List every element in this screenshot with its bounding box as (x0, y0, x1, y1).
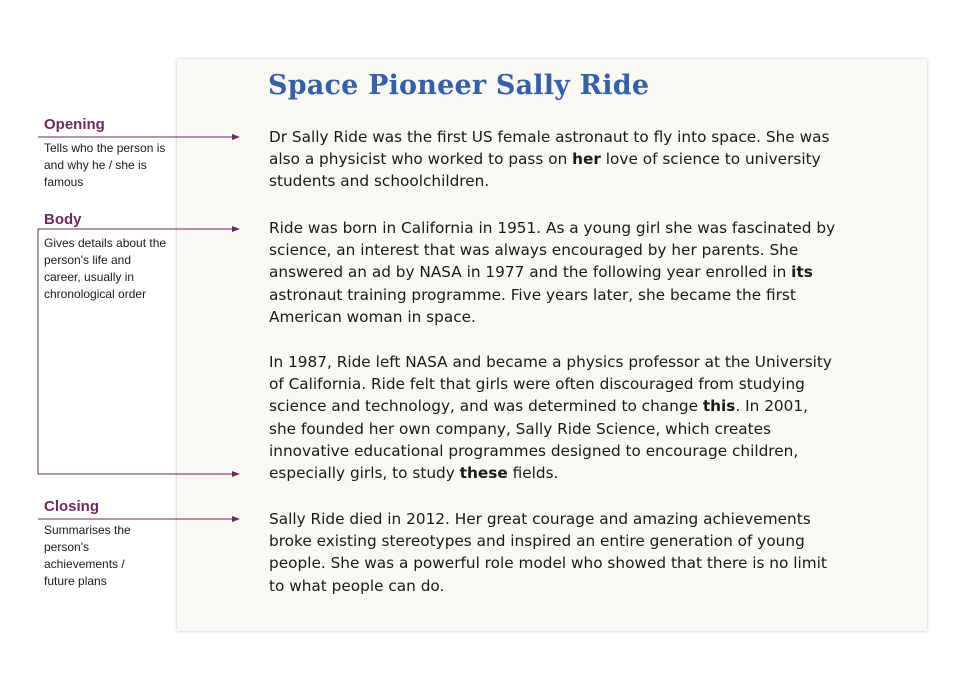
closing-connector (38, 516, 240, 522)
emphasised-reference-word: these (459, 464, 508, 483)
body-annotation-heading: Body (44, 211, 82, 228)
paragraph-text: Dr Sally Ride was the first US female astronaut to fly into space. She was also a physicist who worked to pass on (269, 128, 830, 169)
closing-annotation-heading: Closing (44, 498, 99, 515)
closing-annotation-description: Summarises the person's achievements / future plans (44, 523, 131, 588)
opening-annotation-heading: Opening (44, 116, 105, 133)
body-annotation-description: Gives details about the person's life and career, usually in chronological order (44, 236, 167, 301)
body-connector (38, 226, 240, 477)
paragraph-text: love of science to university students and schoolchildren. (269, 150, 821, 191)
opening-annotation-description: Tells who the person is and why he / she is famous (44, 141, 166, 189)
emphasised-reference-word: her (572, 150, 601, 169)
paragraph-text: fields. (507, 464, 559, 483)
emphasised-reference-word: its (791, 263, 813, 282)
paragraph-text: astronaut training programme. Five years later, she became the first American woman in space. (269, 285, 796, 326)
paragraph-text: In 1987, Ride left NASA and became a physics professor at the University of California. Ride felt that girls were often discouraged from studying science and technology, and was determined to change (269, 353, 832, 416)
article-title: Space Pioneer Sally Ride (268, 70, 650, 101)
paragraph-text: Ride was born in California in 1951. As a young girl she was fascinated by science, an interest that was always encouraged by her parents. She answered an ad by NASA in 1977 and the following year enrolled in (269, 219, 836, 282)
opening-connector (38, 134, 240, 140)
paragraph-text: Sally Ride died in 2012. Her great courage and amazing achievements broke existing stereotypes and inspired an entire generation of young people. She was a powerful role model who showed that there is no limit to what people can do. (269, 510, 827, 595)
emphasised-reference-word: this (702, 397, 736, 416)
paragraph-text: . In 2001, she founded her own company, Sally Ride Science, which creates innovative educational programmes designed to encourage children, especially girls, to study (269, 397, 808, 483)
